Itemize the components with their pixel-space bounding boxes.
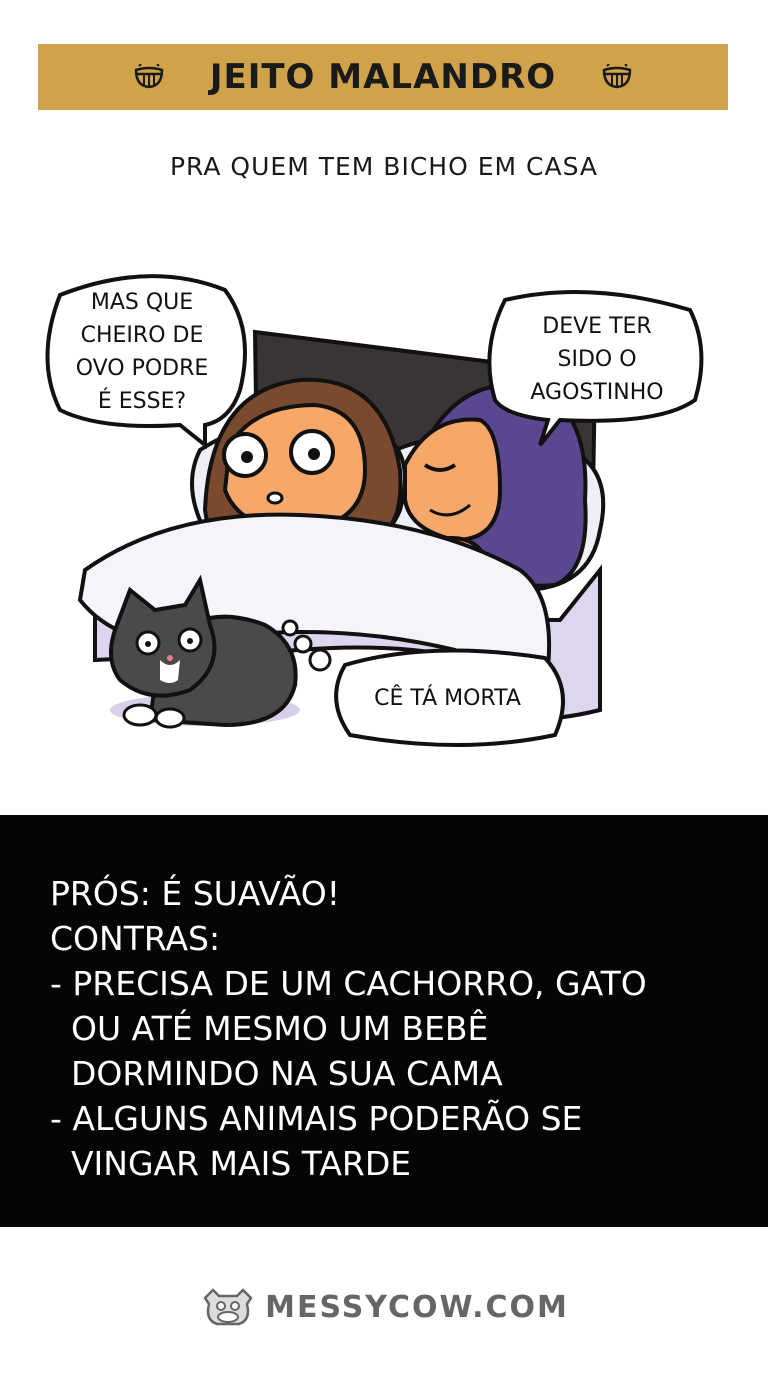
panel-line: OU ATÉ MESMO UM BEBÊ (50, 1009, 489, 1048)
cow-logo-icon (199, 1284, 257, 1330)
site-url: MESSYCOW.COM (265, 1289, 569, 1325)
bubble-right-text: DEVE TER SIDO O AGOSTINHO (530, 314, 664, 405)
comic-panel (0, 240, 768, 800)
footer (0, 1282, 768, 1332)
panel-line: - ALGUNS ANIMAIS PODERÃO SE (50, 1099, 583, 1138)
smile-icon (132, 64, 166, 90)
subtitle: PRA QUEM TEM BICHO EM CASA (169, 152, 599, 181)
title-banner (38, 44, 728, 110)
pros-cons-panel (0, 815, 768, 1227)
bubble-cat-text: CÊ TÁ MORTA (374, 686, 521, 711)
man-mouth (268, 493, 282, 503)
bubble-left-text: MAS QUE CHEIRO DE OVO PODRE É ESSE? (75, 290, 209, 414)
panel-line: - PRECISA DE UM CACHORRO, GATO (50, 964, 647, 1003)
panel-line: VINGAR MAIS TARDE (50, 1144, 412, 1183)
smile-icon (600, 64, 634, 90)
panel-line: DORMINDO NA SUA CAMA (50, 1054, 503, 1093)
panel-line: CONTRAS: (50, 919, 221, 958)
pros-cons-text (50, 871, 750, 1186)
page-title: JEITO MALANDRO (209, 57, 557, 97)
panel-line: PRÓS: É SUAVÃO! (50, 874, 340, 913)
